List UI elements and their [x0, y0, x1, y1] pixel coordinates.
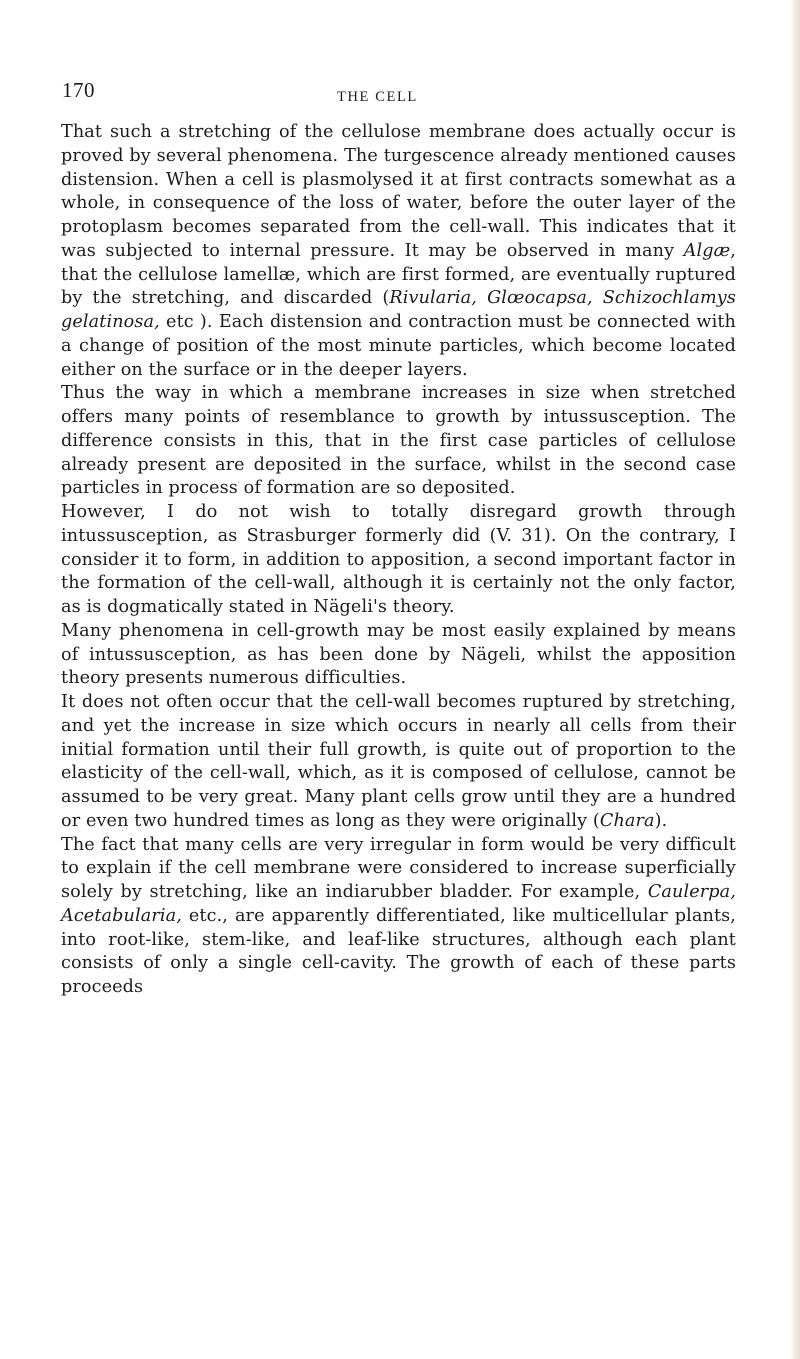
- text-run: , that the cellulose lamellæ, which are first formed, are eventually ruptured by the stretching, and discarded (: [61, 240, 736, 309]
- text-run: Thus the way in which a membrane increases in size when stretched offers many points of resemblance to growth by intussusception. The difference consists in this, that in the first case particles of cellulose already present are deposited in the surface, whilst in the second case particles in process of formation are so deposited.: [61, 383, 736, 499]
- paragraph: [61, 620, 736, 691]
- text-run: Many phenomena in cell-growth may be most easily explained by means of intussusception, as has been done by Nägeli, whilst the apposition theory presents numerous difficulties.: [61, 620, 736, 689]
- body-text: [61, 121, 736, 1000]
- page-number: 170: [62, 78, 95, 102]
- page-edge: [790, 0, 800, 1359]
- paragraph: [61, 121, 736, 382]
- text-run: etc ). Each distension and contraction must be connected with a change of position of the most minute particles, which become located either on the surface or in the deeper layers.: [61, 312, 736, 380]
- paragraph: [61, 382, 736, 501]
- italic-term: Algæ: [683, 240, 731, 261]
- text-run: The fact that many cells are very irregular in form would be very difficult to explain if the cell membrane were considered to increase superficially solely by stretching, like an indiarubber bladder. For example,: [61, 834, 736, 902]
- text-run: ).: [654, 810, 668, 831]
- paragraph: [61, 501, 736, 620]
- page-header: [62, 78, 732, 108]
- text-run: It does not often occur that the cell-wall becomes ruptured by stretching, and yet the increase in size which occurs in nearly all cells from their initial formation until their full growth, is quite out of proportion to the elasticity of the cell-wall, which, as it is composed of cellulose, cannot be assumed to be very great. Many plant cells grow until they are a hundred or even two hundred times as long as they were originally (: [61, 692, 736, 831]
- text-run: However, I do not wish to totally disregard growth through intussusception, as Strasburger formerly did (V. 31). On the contrary, I consider it to form, in addition to apposition, a second important factor in the formation of the cell-wall, although it is certainly not the only factor, as is dogmatically stated in Nägeli's theory.: [61, 502, 736, 617]
- paragraph: [61, 834, 736, 1000]
- paragraph: [61, 691, 736, 834]
- text-run: etc., are apparently differentiated, like multicellular plants, into root-like, stem-like, and leaf-like structures, although each plant consists of only a single cell-cavity. The growth of each of these parts proceeds: [61, 905, 736, 997]
- italic-term: Rivularia, Glœocapsa, Schizochlamys gelatinosa,: [61, 288, 736, 332]
- italic-term: Chara: [599, 810, 655, 831]
- text-run: That such a stretching of the cellulose membrane does actually occur is proved by several phenomena. The turgescence already mentioned causes distension. When a cell is plasmolysed it at first contracts somewhat as a whole, in consequence of the loss of water, before the outer layer of the protoplasm becomes separated from the cell-wall. This indicates that it was subjected to internal pressure. It may be observed in many: [61, 122, 736, 261]
- running-head: THE CELL: [337, 89, 418, 105]
- italic-term: Caulerpa, Acetabularia,: [61, 882, 736, 926]
